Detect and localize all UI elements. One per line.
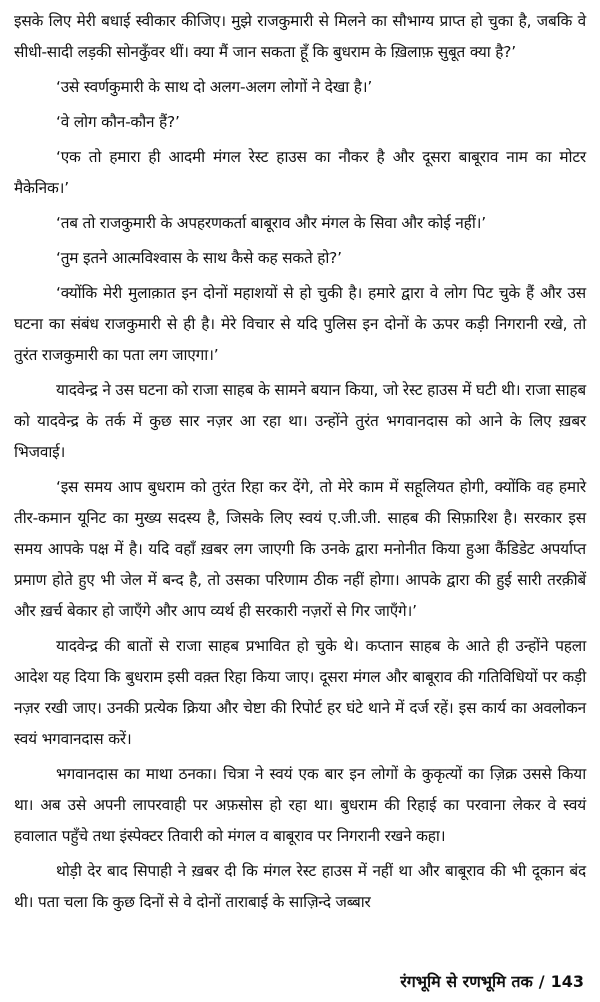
paragraph-dialogue: ‘तब तो राजकुमारी के अपहरणकर्ता बाबूराव और मंगल के सिवा और कोई नहीं।’ <box>56 214 486 232</box>
footer-separator: / <box>538 972 545 991</box>
paragraph-dialogue: ‘इस समय आप बुधराम को तुरंत रिहा कर देंगे, तो मेरे काम में सहूलियत होगी, क्योंकि वह हमारे तीर-कमान यूनिट का मुख्य सदस्य है, जिसके लिए स्वयं ए.जी.जी. साहब की सिफ़ारिश है। सरकार इस समय आपके पक्ष में है। यदि वहाँ ख़बर लग जाएगी कि उनके द्वारा मनोनीत किया हुआ कैंडिडेट अपर्याप्त प्रमाण होते हुए भी जेल में बन्द है, तो उसका परिणाम ठीक नहीं होगा। आपके द्वारा की हुई सारी तरक़ीबें और ख़र्च बेकार हो जाएँगे और आप व्यर्थ ही सरकारी नज़रों से गिर जाएँगे।’ <box>14 478 586 620</box>
paragraph-narration: भगवानदास का माथा ठनका। चित्रा ने स्वयं एक बार इन लोगों के कुकृत्यों का ज़िक्र उससे किया था। अब उसे अपनी लापरवाही पर अफ़सोस हो रहा था। बुधराम की रिहाई का परवाना लेकर वे स्वयं हवालात पहुँचे तथा इंस्पेक्टर तिवारी को मंगल व बाबूराव पर निगरानी रखने कहा। <box>14 765 586 845</box>
page-footer <box>400 970 584 992</box>
paragraph-dialogue: ‘एक तो हमारा ही आदमी मंगल रेस्ट हाउस का नौकर है और दूसरा बाबूराव नाम का मोटर मैकेनिक।’ <box>14 148 586 197</box>
paragraph-narration: थोड़ी देर बाद सिपाही ने ख़बर दी कि मंगल रेस्ट हाउस में नहीं था और बाबूराव की भी दूकान बंद थी। पता चला कि कुछ दिनों से वे दोनों ताराबाई के साज़िन्दे जब्बार <box>14 862 586 911</box>
paragraph-dialogue: ‘तुम इतने आत्मविश्वास के साथ कैसे कह सकते हो?’ <box>56 249 342 267</box>
paragraph-dialogue: ‘उसे स्वर्णकुमारी के साथ दो अलग-अलग लोगों ने देखा है।’ <box>56 78 373 96</box>
book-title: रंगभूमि से रणभूमि तक <box>400 972 533 991</box>
paragraph-narration: यादवेन्द्र की बातों से राजा साहब प्रभावित हो चुके थे। कप्तान साहब के आते ही उन्होंने पहला आदेश यह दिया कि बुधराम इसी वक़्त रिहा किया जाए। दूसरा मंगल और बाबूराव की गतिविधियों पर कड़ी नज़र रखी जाए। उनकी प्रत्येक क्रिया और चेष्टा की रिपोर्ट हर घंटे थाने में दर्ज रहें। इस कार्य का अवलोकन स्वयं भगवानदास करें। <box>14 637 586 748</box>
paragraph-narration: यादवेन्द्र ने उस घटना को राजा साहब के सामने बयान किया, जो रेस्ट हाउस में घटी थी। राजा साहब को यादवेन्द्र के तर्क में कुछ सार नज़र आ रहा था। उन्होंने तुरंत भगवानदास को आने के लिए ख़बर भिजवाई। <box>14 381 586 461</box>
paragraph-continued: इसके लिए मेरी बधाई स्वीकार कीजिए। मुझे राजकुमारी से मिलने का सौभाग्य प्राप्त हो चुका है, जबकि वे सीधी-सादी लड़की सोनकुँवर थीं। क्या मैं जान सकता हूँ कि बुधराम के ख़िलाफ़ सुबूत क्या है?’ <box>14 12 586 61</box>
paragraph-dialogue: ‘वे लोग कौन-कौन हैं?’ <box>56 113 180 131</box>
page-number: 143 <box>550 972 584 991</box>
paragraph-dialogue: ‘क्योंकि मेरी मुलाक़ात इन दोनों महाशयों से हो चुकी है। हमारे द्वारा वे लोग पिट चुके हैं और उस घटना का संबंध राजकुमारी से ही है। मेरे विचार से यदि पुलिस इन दोनों के ऊपर कड़ी निगरानी रखे, तो तुरंत राजकुमारी का पता लग जाएगा।’ <box>14 284 586 364</box>
